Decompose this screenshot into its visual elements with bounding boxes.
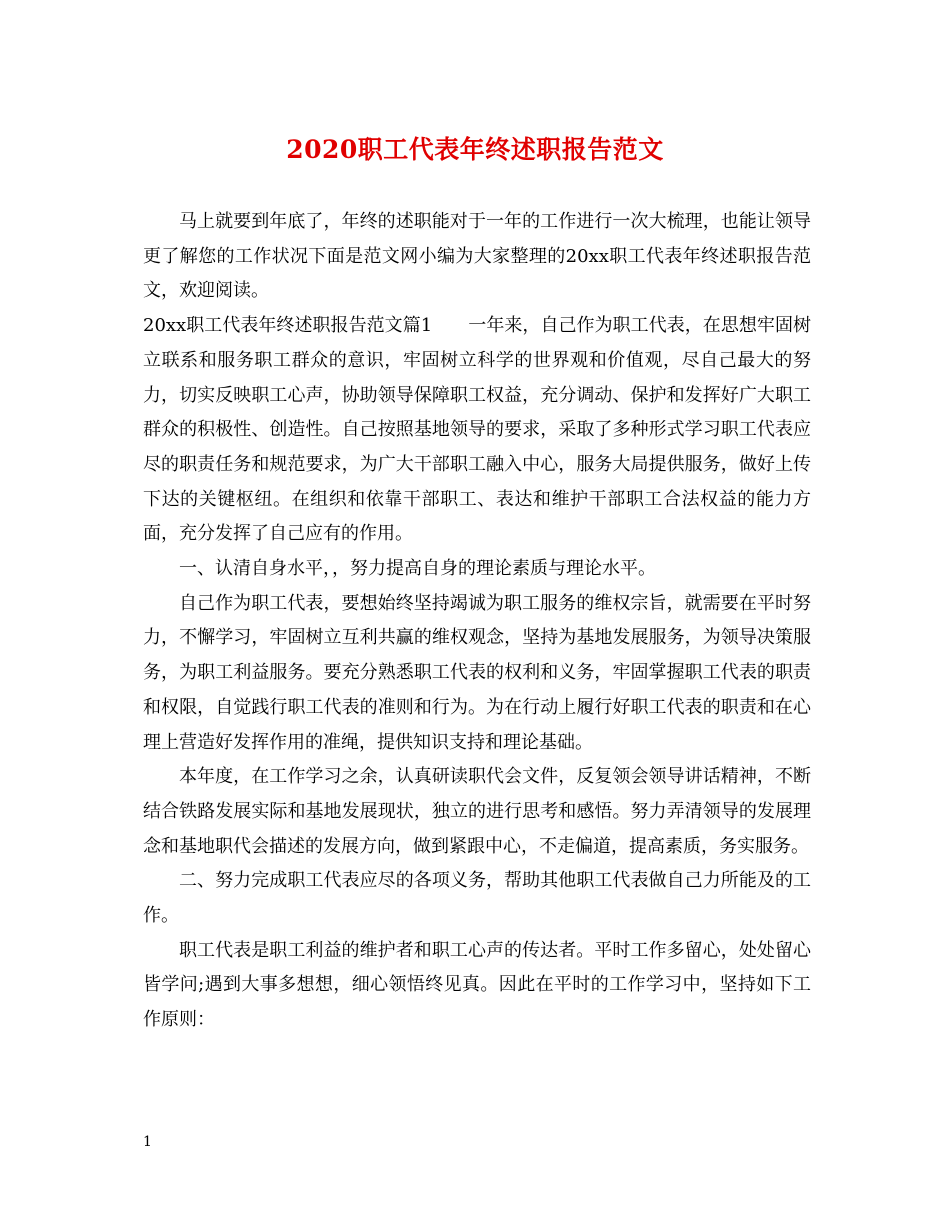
paragraph-point-1-a: 自己作为职工代表，要想始终坚持竭诚为职工服务的维权宗旨，就需要在平时努力，不懈学习，牢固树立互利共赢的维权观念，坚持为基地发展服务，为领导决策服务，为职工利益服务。要充分熟悉职工代表的权利和义务，牢固掌握职工代表的职责和权限，自觉践行职工代表的准则和行为。为在行动上履行好职工代表的职责和在心理上营造好发挥作用的准绳，提供知识支持和理论基础。: [143, 592, 811, 753]
paragraph-intro: 马上就要到年底了，年终的述职能对于一年的工作进行一次大梳理，也能让领导更了解您的工作状况下面是范文网小编为大家整理的20xx职工代表年终述职报告范文，欢迎阅读。: [143, 211, 811, 302]
paragraph-point-2-a: 职工代表是职工利益的维护者和职工心声的传达者。平时工作多留心，处处留心皆学问;遇到大事多想想，细心领悟终见真。因此在平时的工作学习中，坚持如下工作原则：: [143, 939, 811, 1031]
document-body: [143, 205, 811, 1038]
document-title: 2020职工代表年终述职报告范文: [286, 135, 664, 164]
paragraph-point-1-b: 本年度，在工作学习之余，认真研读职代会文件，反复领会领导讲话精神，不断结合铁路发展实际和基地发展现状，独立的进行思考和感悟。努力弄清领导的发展理念和基地职代会描述的发展方向，做到紧跟中心，不走偏道，提高素质，务实服务。: [143, 766, 811, 857]
page-number: 1: [143, 1134, 152, 1150]
heading-point-1: 一、认清自身水平，，努力提高自身的理论素质与理论水平。: [179, 558, 656, 580]
paragraph-section-1: 20xx职工代表年终述职报告范文篇1 一年来，自己作为职工代表，在思想牢固树立联系和服务职工群众的意识，牢固树立科学的世界观和价值观，尽自己最大的努力，切实反映职工心声，协助领导保障职工权益，充分调动、保护和发挥好广大职工群众的积极性、创造性。自己按照基地领导的要求，采取了多种形式学习职工代表应尽的职责任务和规范要求，为广大干部职工融入中心，服务大局提供服务，做好上传下达的关键枢纽。在组织和依靠干部职工、表达和维护干部职工合法权益的能力方面，充分发挥了自己应有的作用。: [143, 315, 811, 545]
heading-point-2: 二、努力完成职工代表应尽的各项义务，帮助其他职工代表做自己力所能及的工作。: [143, 870, 811, 927]
